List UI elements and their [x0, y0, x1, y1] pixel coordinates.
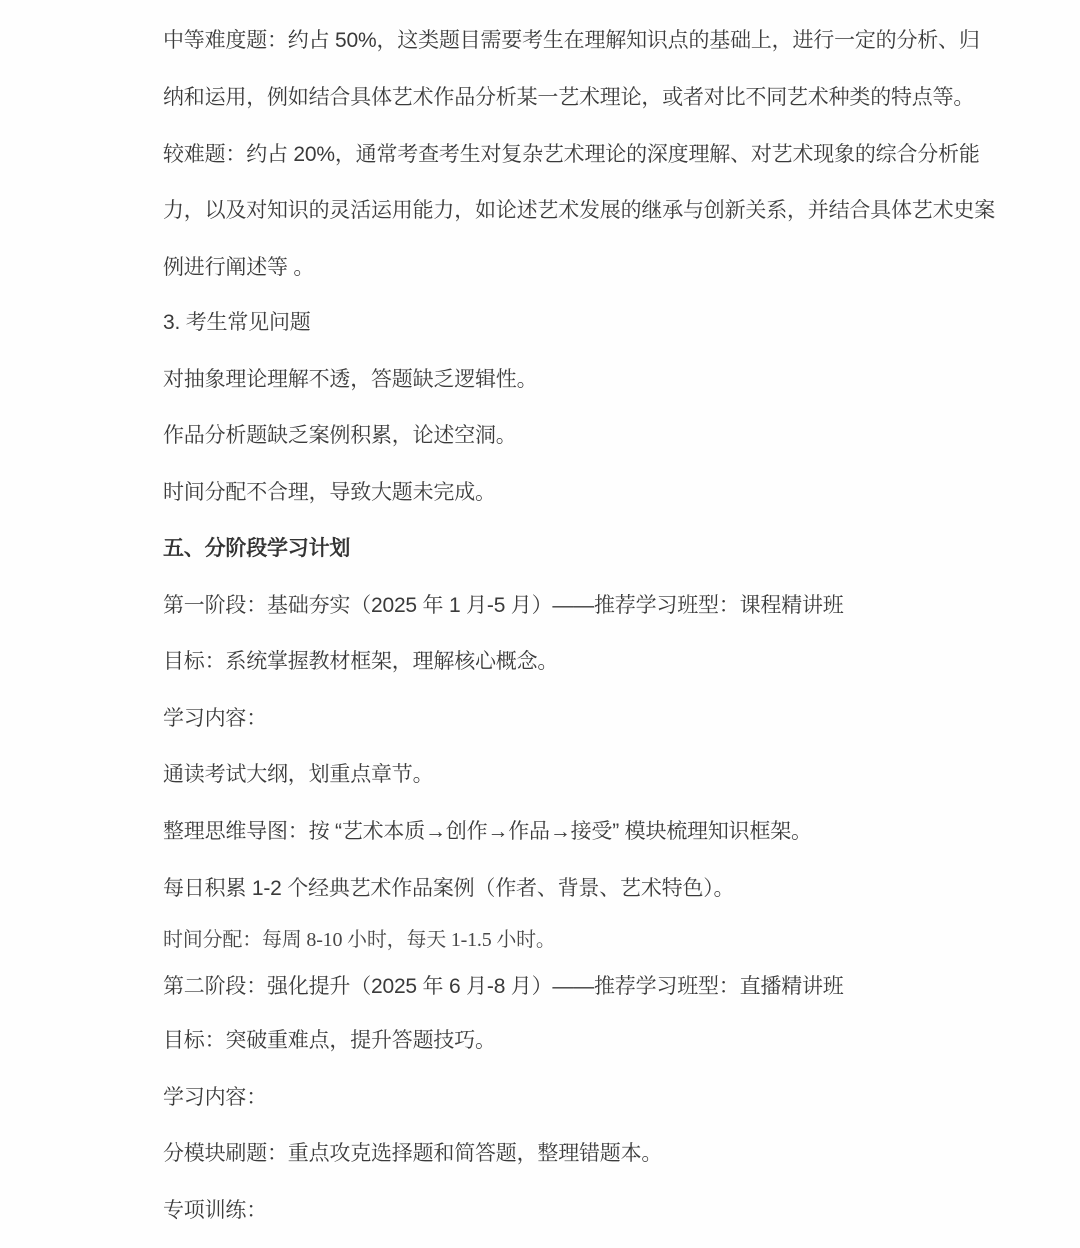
paragraph-hard-questions-2: 力，以及对知识的灵活运用能力，如论述艺术发展的继承与创新关系，并结合具体艺术史案 [163, 199, 995, 222]
paragraph-stage1-read-syllabus: 通读考试大纲，划重点章节。 [163, 763, 434, 786]
paragraph-hard-questions-3: 例进行阐述等 。 [163, 256, 315, 279]
paragraph-problem-abstract-theory: 对抽象理论理解不透，答题缺乏逻辑性。 [163, 368, 538, 391]
section-heading-staged-study-plan: 五、分阶段学习计划 [163, 537, 351, 560]
paragraph-problem-case-accumulation: 作品分析题缺乏案例积累，论述空洞。 [163, 424, 517, 447]
paragraph-stage2-module-practice: 分模块刷题：重点攻克选择题和简答题，整理错题本。 [163, 1142, 663, 1165]
paragraph-problem-time-allocation: 时间分配不合理，导致大题未完成。 [163, 481, 496, 504]
paragraph-stage1-mindmap: 整理思维导图：按 “艺术本质→创作→作品→接受” 模块梳理知识框架。 [163, 820, 812, 843]
paragraph-stage1-daily-cases: 每日积累 1-2 个经典艺术作品案例（作者、背景、艺术特色）。 [163, 877, 735, 900]
paragraph-stage2-content-label: 学习内容： [163, 1086, 267, 1109]
paragraph-stage1-time-allocation: 时间分配：每周 8-10 小时，每天 1-1.5 小时。 [163, 929, 556, 951]
paragraph-stage2-title: 第二阶段：强化提升（2025 年 6 月-8 月）——推荐学习班型：直播精讲班 [163, 975, 844, 998]
paragraph-stage1-goal: 目标：系统掌握教材框架，理解核心概念。 [163, 650, 559, 673]
paragraph-hard-questions-1: 较难题：约占 20%，通常考查考生对复杂艺术理论的深度理解、对艺术现象的综合分析能 [163, 143, 980, 166]
subheading-common-problems: 3. 考生常见问题 [163, 311, 311, 334]
paragraph-stage1-title: 第一阶段：基础夯实（2025 年 1 月-5 月）——推荐学习班型：课程精讲班 [163, 594, 844, 617]
paragraph-stage1-content-label: 学习内容： [163, 707, 267, 730]
paragraph-stage2-goal: 目标：突破重难点，提升答题技巧。 [163, 1029, 496, 1052]
paragraph-medium-difficulty-1: 中等难度题：约占 50%，这类题目需要考生在理解知识点的基础上，进行一定的分析、归 [163, 29, 980, 52]
paragraph-medium-difficulty-2: 纳和运用，例如结合具体艺术作品分析某一艺术理论，或者对比不同艺术种类的特点等。 [163, 86, 975, 109]
paragraph-stage2-special-training: 专项训练： [163, 1199, 267, 1222]
